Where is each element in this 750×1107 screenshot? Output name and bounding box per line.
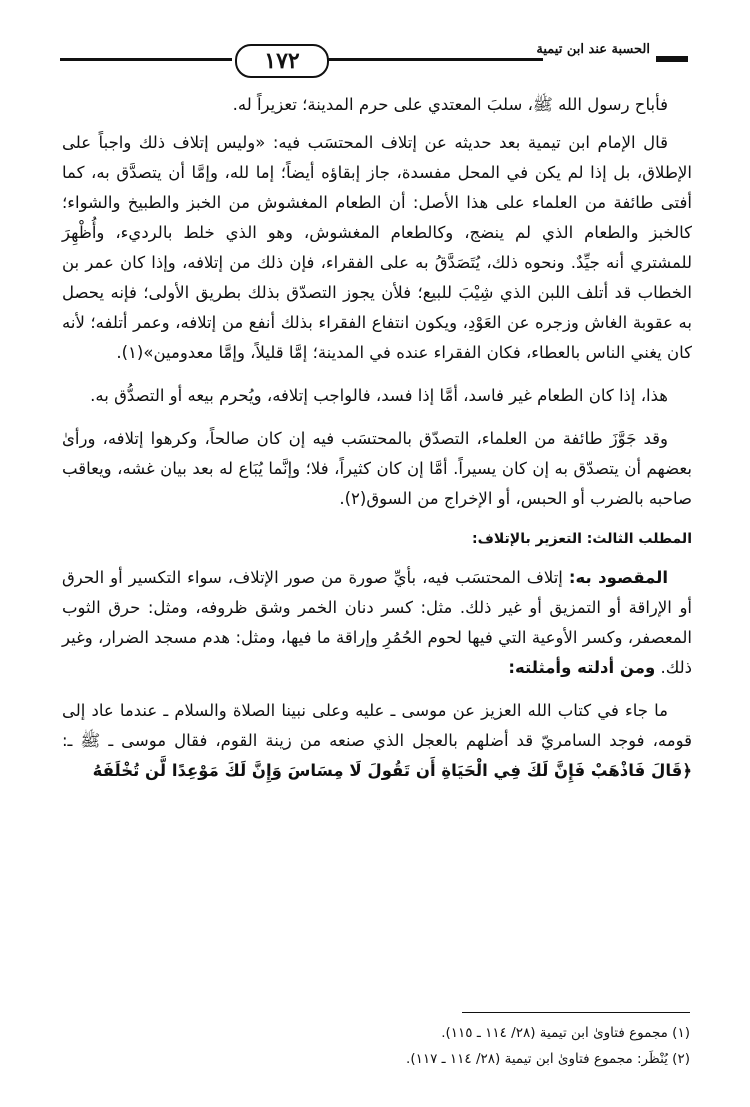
paragraph-6-text: ما جاء في كتاب الله العزيز عن موسى ـ عليه وعلى نبينا الصلاة والسلام ـ عندما عاد إلى قومه، فوجد السامريّ قد أضلهم بالعجل الذي صنعه من زينة القوم، فقال موسى ـ ﷺ ـ: — [62, 701, 692, 750]
footnote-2: (٢) يُنْظَر: مجموع فتاوىٰ ابن تيمية (٢٨/ ١١٤ ـ ١١٧). — [406, 1051, 690, 1067]
paragraph-6 — [62, 696, 692, 786]
page-number: ١٧٢ — [235, 44, 329, 78]
paragraph-2-quote: قال الإمام ابن تيمية بعد حديثه عن إتلاف المحتسَب فيه: «وليس إتلاف ذلك واجباً على الإطلاق، بل إذا لم يكن في المحل مفسدة، جاز إبقاؤه أيضاً؛ إما لله، وإمَّا أن يتصدَّق به، كما أفتى طائفة من العلماء على هذا الأصل: أن الطعام المغشوش من الخبز والطبيخ والشواء؛ كالخبز والطعام الذي لم ينضج، وكالطعام المغشوش، وهو الذي خلط بالرديء، وأُظْهِرَ للمشتري أنه جيِّدٌ. ونحوه ذلك، يُتَصَدَّقُ به على الفقراء، فإن ذلك من إتلافه، وإذا كان عمر بن الخطاب قد أتلف اللبن الذي شِيْبَ للبيع؛ فلأن يجوز التصدّق بذلك بطريق الأولى؛ فإنه يحصل به عقوبة الغاش وزجره عن العَوْدِ، ويكون انتفاع الفقراء بذلك أنفع من إتلافه، وعمر أتلفه؛ لأنه كان يغني الناس بالعطاء، فكان الفقراء عنده في المدينة؛ إمَّا قليلاً، وإمَّا معدومين»(١). — [62, 133, 692, 362]
header-rule-right — [328, 58, 543, 61]
running-title: الحسبة عند ابن تيمية — [536, 42, 650, 57]
paragraph-4: وقد جَوَّزَ طائفة من العلماء، التصدّق بالمحتسَب فيه إن كان صالحاً، وكرهوا إتلافه، ورأىٰ بعضهم أن يتصدّق به إن كان يسيراً. أمَّا إن كان كثيراً، فلا؛ وإنَّما يُبَاع له بعد بيان غشه، ويعاقب صاحبه بالضرب أو الحبس، أو الإخراج من السوق(٢). — [62, 429, 692, 508]
body-text — [62, 90, 692, 799]
paragraph-3: هذا، إذا كان الطعام غير فاسد، أمَّا إذا فسد، فالواجب إتلافه، ويُحرم بيعه أو التصدُّق به. — [90, 386, 668, 405]
running-header — [60, 36, 700, 86]
section-heading: المطلب الثالث: التعزير بالإتلاف: — [472, 531, 692, 547]
paragraph-1: فأباح رسول الله ﷺ، سلبَ المعتدي على حرم المدينة؛ تعزيراً له. — [232, 95, 668, 114]
footnotes — [62, 1020, 690, 1072]
footnote-separator — [462, 1012, 690, 1013]
definition-lead: المقصود به: — [568, 568, 669, 587]
evidence-lead: ومن أدلته وأمثلته: — [508, 658, 656, 677]
header-rule-left — [60, 58, 232, 61]
definition-text: إتلاف المحتسَب فيه، بأيِّ صورة من صور الإتلاف، سواء التكسير أو الحرق أو الإراقة أو التمزيق أو غير ذلك. مثل: كسر دنان الخمر وشق ظروفه، ومثل: حرق الثوب المعصفر، وكسر الأوعية التي فيها لحوم الحُمُرِ وإراقة ما فيها، ومثل: هدم مسجد الضرار، وغير ذلك. — [62, 568, 692, 677]
footnote-1: (١) مجموع فتاوىٰ ابن تيمية (٢٨/ ١١٤ ـ ١١٥). — [441, 1025, 690, 1041]
quran-verse: ﴿قَالَ فَاذْهَبْ فَإِنَّ لَكَ فِي الْحَيَاةِ أَن تَقُولَ لَا مِسَاسَ وَإِنَّ لَكَ مَوْعِدًا لَّن تُخْلَفَهُ — [92, 761, 692, 780]
header-tick — [656, 56, 688, 62]
paragraph-5 — [62, 563, 692, 683]
